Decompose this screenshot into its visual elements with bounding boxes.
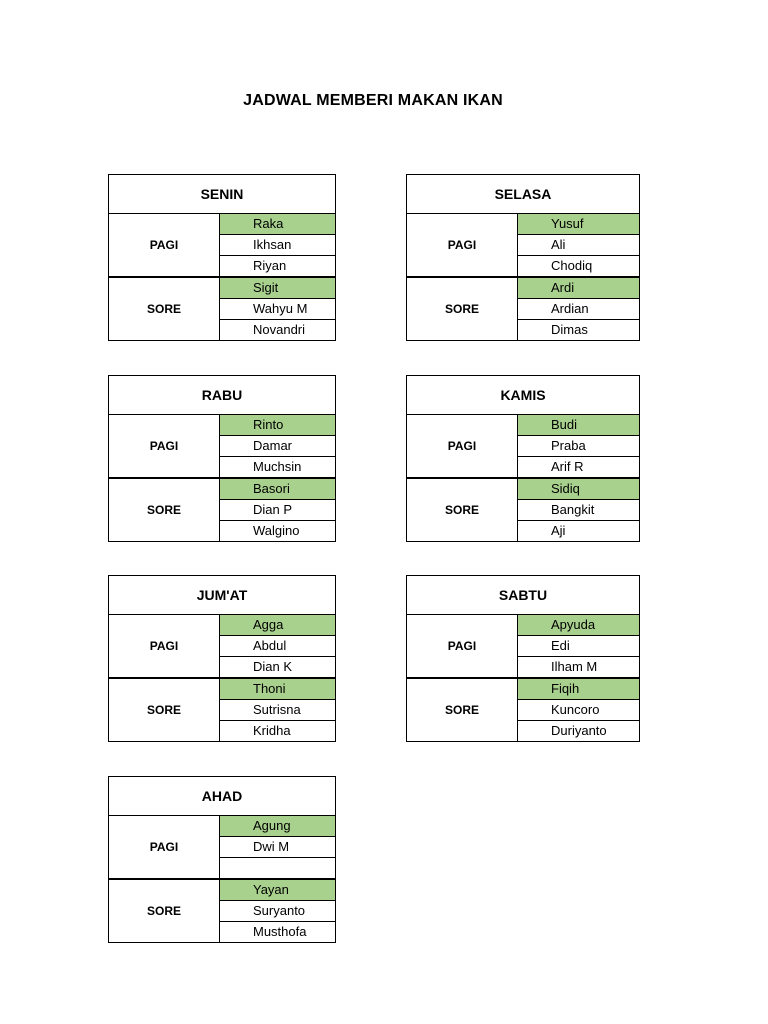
- name-cell: Kridha: [220, 721, 336, 742]
- name-cell: Ardian: [518, 299, 640, 320]
- leader-name-cell: Raka: [220, 214, 336, 235]
- name-cell: Dwi M: [220, 837, 336, 858]
- name-cell: Wahyu M: [220, 299, 336, 320]
- day-table-sabtu: [406, 575, 640, 742]
- name-cell: Suryanto: [220, 901, 336, 922]
- day-table-selasa: [406, 174, 640, 341]
- name-cell: Aji: [518, 521, 640, 542]
- leader-name-cell: Rinto: [220, 415, 336, 436]
- leader-name-cell: Budi: [518, 415, 640, 436]
- day-header: SELASA: [407, 175, 640, 214]
- name-cell: Bangkit: [518, 500, 640, 521]
- leader-name-cell: Agung: [220, 816, 336, 837]
- leader-name-cell: Ardi: [518, 277, 640, 299]
- shift-label-sore: SORE: [109, 678, 220, 742]
- leader-name-cell: Agga: [220, 615, 336, 636]
- name-cell: Musthofa: [220, 922, 336, 943]
- leader-name-cell: Fiqih: [518, 678, 640, 700]
- day-header: SABTU: [407, 576, 640, 615]
- name-cell: Sutrisna: [220, 700, 336, 721]
- shift-label-pagi: PAGI: [109, 415, 220, 479]
- name-cell: Kuncoro: [518, 700, 640, 721]
- leader-name-cell: Yusuf: [518, 214, 640, 235]
- shift-label-pagi: PAGI: [407, 214, 518, 278]
- name-cell: Novandri: [220, 320, 336, 341]
- name-cell: Ilham M: [518, 657, 640, 679]
- leader-name-cell: Basori: [220, 478, 336, 500]
- name-cell: Muchsin: [220, 457, 336, 479]
- name-cell: Walgino: [220, 521, 336, 542]
- name-cell: Damar: [220, 436, 336, 457]
- name-cell: Arif R: [518, 457, 640, 479]
- day-header: AHAD: [109, 777, 336, 816]
- shift-label-pagi: PAGI: [109, 615, 220, 679]
- leader-name-cell: Yayan: [220, 879, 336, 901]
- shift-label-pagi: PAGI: [407, 615, 518, 679]
- name-cell: Dian K: [220, 657, 336, 679]
- name-cell: Ikhsan: [220, 235, 336, 256]
- day-table-rabu: [108, 375, 336, 542]
- name-cell: Ali: [518, 235, 640, 256]
- day-table-kamis: [406, 375, 640, 542]
- shift-label-sore: SORE: [109, 277, 220, 341]
- name-cell: Dimas: [518, 320, 640, 341]
- shift-label-pagi: PAGI: [109, 214, 220, 278]
- day-header: JUM'AT: [109, 576, 336, 615]
- shift-label-sore: SORE: [407, 678, 518, 742]
- leader-name-cell: Sigit: [220, 277, 336, 299]
- shift-label-pagi: PAGI: [407, 415, 518, 479]
- shift-label-sore: SORE: [407, 478, 518, 542]
- day-header: SENIN: [109, 175, 336, 214]
- page-title: JADWAL MEMBERI MAKAN IKAN: [243, 92, 503, 109]
- name-cell: Praba: [518, 436, 640, 457]
- name-cell: Chodiq: [518, 256, 640, 278]
- leader-name-cell: Thoni: [220, 678, 336, 700]
- name-cell: [220, 858, 336, 880]
- leader-name-cell: Sidiq: [518, 478, 640, 500]
- day-table-senin: [108, 174, 336, 341]
- name-cell: Dian P: [220, 500, 336, 521]
- day-header: RABU: [109, 376, 336, 415]
- name-cell: Abdul: [220, 636, 336, 657]
- shift-label-sore: SORE: [109, 879, 220, 943]
- name-cell: Riyan: [220, 256, 336, 278]
- shift-label-sore: SORE: [407, 277, 518, 341]
- name-cell: Edi: [518, 636, 640, 657]
- day-table-jumat: [108, 575, 336, 742]
- name-cell: Duriyanto: [518, 721, 640, 742]
- leader-name-cell: Apyuda: [518, 615, 640, 636]
- day-header: KAMIS: [407, 376, 640, 415]
- shift-label-sore: SORE: [109, 478, 220, 542]
- day-table-ahad: [108, 776, 336, 943]
- shift-label-pagi: PAGI: [109, 816, 220, 880]
